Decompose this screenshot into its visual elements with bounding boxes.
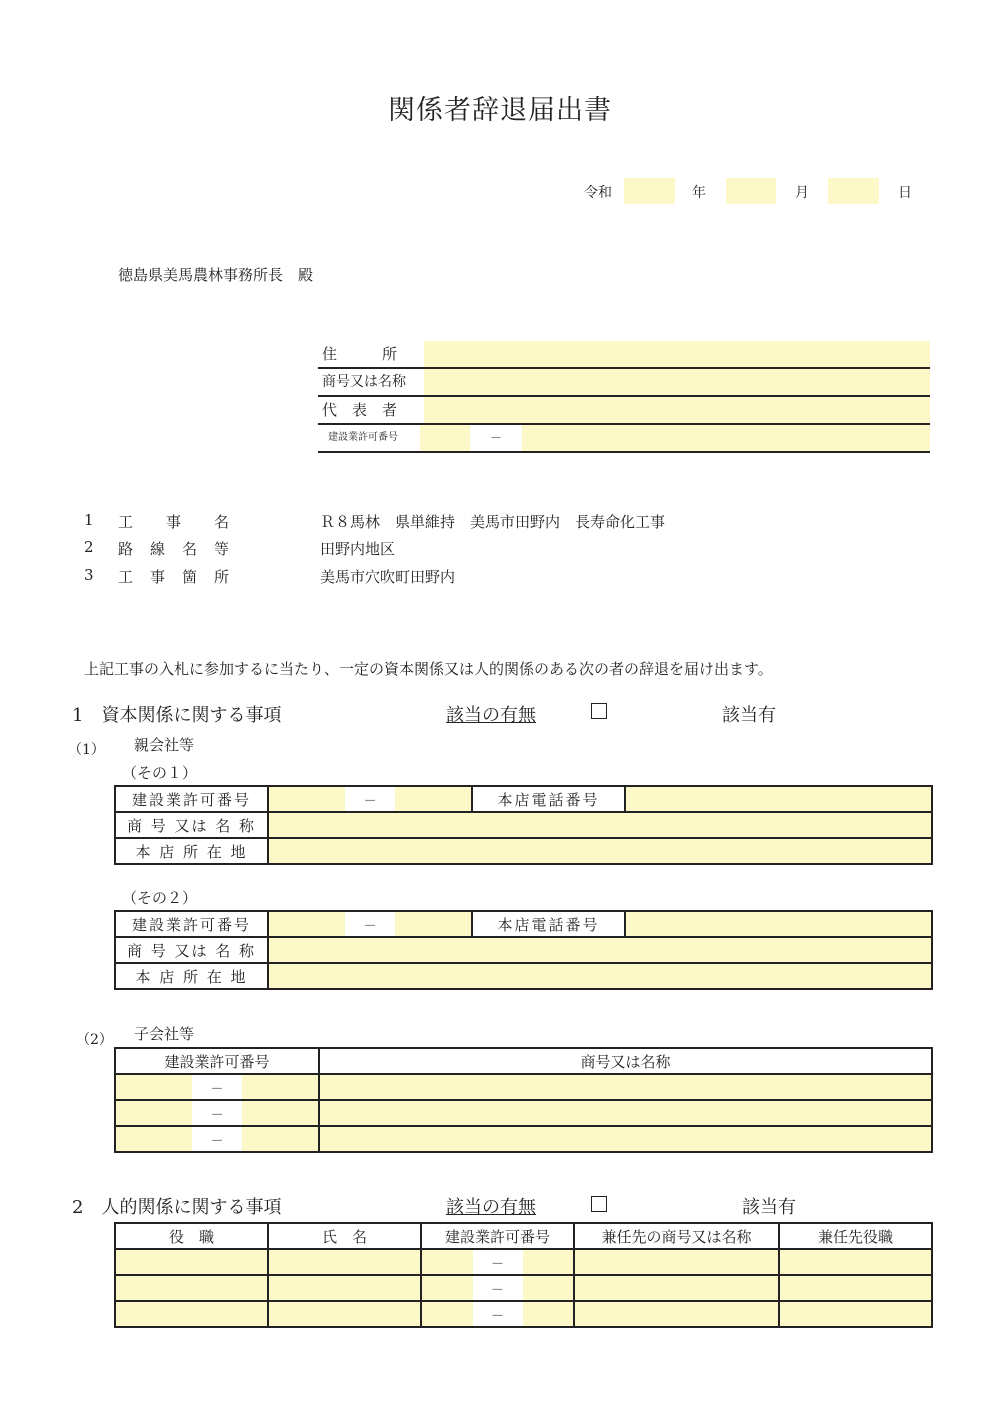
- p1-license-number[interactable]: [395, 787, 471, 811]
- sub-name-field[interactable]: [319, 1100, 932, 1126]
- license-prefix-field[interactable]: [420, 425, 470, 451]
- license-dash: －: [489, 431, 502, 445]
- table-row: [115, 1074, 932, 1100]
- sub-license-dash: －: [192, 1075, 242, 1099]
- concurrent-company-field[interactable]: [574, 1249, 779, 1275]
- p1-name-field[interactable]: [268, 812, 932, 838]
- name-field[interactable]: [268, 1301, 421, 1327]
- sub-name-field[interactable]: [319, 1074, 932, 1100]
- sub-license-field[interactable]: [115, 1126, 319, 1152]
- work-value-3: 美馬市穴吹町田野内: [320, 568, 456, 586]
- company-name-label: 商号又は名称: [322, 374, 406, 390]
- section2-yes: 該当有: [742, 1197, 796, 1218]
- col-concurrent-company: 兼任先の商号又は名称: [574, 1223, 779, 1249]
- sub-col-name: 商号又は名称: [319, 1048, 932, 1074]
- p2-name-label: 商 号 又は 名 称: [115, 937, 268, 963]
- date-month-label: 月: [795, 185, 809, 201]
- p1-name-label: 商 号 又は 名 称: [115, 812, 268, 838]
- sub-license-prefix[interactable]: [116, 1075, 192, 1099]
- p1-license-prefix[interactable]: [269, 787, 345, 811]
- table-row: [115, 1126, 932, 1152]
- p2-phone-field[interactable]: [625, 911, 932, 937]
- col-concurrent-position: 兼任先役職: [779, 1223, 932, 1249]
- work-label-3: 工 事 箇 所: [118, 568, 231, 586]
- company-name-field[interactable]: [424, 369, 930, 395]
- section2-applicability: 該当の有無: [446, 1197, 536, 1218]
- name-field[interactable]: [268, 1249, 421, 1275]
- license-field[interactable]: [421, 1301, 574, 1327]
- work-label-1: 工 事 名: [118, 513, 231, 531]
- p2-license-field[interactable]: [268, 911, 472, 937]
- work-num-2: 2: [84, 538, 94, 556]
- date-era: 令和: [584, 185, 612, 201]
- date-month-field[interactable]: [726, 178, 776, 204]
- license-number[interactable]: [523, 1302, 574, 1326]
- license-prefix[interactable]: [422, 1302, 473, 1326]
- p2-license-dash: －: [345, 912, 395, 936]
- section1-heading: 1 資本関係に関する事項: [72, 705, 282, 726]
- license-field[interactable]: [421, 1249, 574, 1275]
- applicant-name-row: [318, 369, 930, 397]
- p1-address-label: 本 店 所 在 地: [115, 838, 268, 864]
- position-field[interactable]: [115, 1301, 268, 1327]
- sub-name-field[interactable]: [319, 1126, 932, 1152]
- license-dash: －: [473, 1276, 523, 1300]
- p2-name-field[interactable]: [268, 937, 932, 963]
- table-row: [115, 1249, 932, 1275]
- license-number[interactable]: [523, 1276, 574, 1300]
- applicant-address-row: [318, 341, 930, 369]
- work-value-2: 田野内地区: [320, 540, 396, 558]
- sub-license-number[interactable]: [242, 1127, 318, 1151]
- p2-license-number[interactable]: [395, 912, 471, 936]
- parent-company-table-2: [114, 910, 933, 990]
- work-label-2: 路 線 名 等: [118, 540, 231, 558]
- sub-col-license: 建設業許可番号: [115, 1048, 319, 1074]
- position-field[interactable]: [115, 1275, 268, 1301]
- work-value-1: Ｒ８馬林 県単維持 美馬市田野内 長寿命化工事: [320, 513, 666, 531]
- sub-license-prefix[interactable]: [116, 1127, 192, 1151]
- position-field[interactable]: [115, 1249, 268, 1275]
- address-field[interactable]: [424, 341, 930, 367]
- p1-license-dash: －: [345, 787, 395, 811]
- col-name: 氏 名: [268, 1223, 421, 1249]
- work-num-3: 3: [84, 566, 94, 584]
- sub-license-number[interactable]: [242, 1075, 318, 1099]
- section1-checkbox[interactable]: [591, 703, 607, 719]
- license-label: 建設業許可番号: [328, 432, 398, 443]
- p1-phone-field[interactable]: [625, 786, 932, 812]
- license-dash: －: [473, 1302, 523, 1326]
- parent-company-table-1: [114, 785, 933, 865]
- section2-checkbox[interactable]: [591, 1196, 607, 1212]
- work-num-1: 1: [84, 511, 94, 529]
- sub-license-field[interactable]: [115, 1100, 319, 1126]
- license-number-field[interactable]: [522, 425, 930, 451]
- license-field[interactable]: [421, 1275, 574, 1301]
- sub1-part1-label: （その１）: [122, 764, 198, 782]
- addressee: 徳島県美馬農林事務所長 殿: [118, 266, 314, 284]
- date-year-label: 年: [692, 185, 706, 201]
- applicant-rep-row: [318, 397, 930, 425]
- sub2-heading: 子会社等: [134, 1025, 195, 1043]
- concurrent-company-field[interactable]: [574, 1301, 779, 1327]
- date-year-field[interactable]: [624, 178, 675, 204]
- section1-applicability: 該当の有無: [446, 705, 536, 726]
- personnel-table: [114, 1222, 933, 1328]
- table-row: [115, 1275, 932, 1301]
- p1-license-label: 建設業許可番号: [115, 786, 268, 812]
- section2-heading: 2 人的関係に関する事項: [72, 1197, 282, 1218]
- col-position: 役 職: [115, 1223, 268, 1249]
- sub1-num: （1）: [68, 742, 105, 758]
- table-row: [115, 1301, 932, 1327]
- applicant-license-row: [318, 425, 930, 453]
- sub-license-dash: －: [192, 1101, 242, 1125]
- subsidiary-table: [114, 1047, 933, 1153]
- sub-license-number[interactable]: [242, 1101, 318, 1125]
- representative-label: 代 表 者: [322, 401, 398, 419]
- concurrent-company-field[interactable]: [574, 1275, 779, 1301]
- concurrent-position-field[interactable]: [779, 1275, 932, 1301]
- col-license: 建設業許可番号: [421, 1223, 574, 1249]
- license-dash: －: [473, 1250, 523, 1274]
- concurrent-position-field[interactable]: [779, 1249, 932, 1275]
- sub-license-field[interactable]: [115, 1074, 319, 1100]
- sub2-num: （2）: [76, 1032, 113, 1048]
- sub-license-dash: －: [192, 1127, 242, 1151]
- sub1-part2-label: （その２）: [122, 889, 198, 907]
- p2-address-field[interactable]: [268, 963, 932, 989]
- address-label: 住 所: [322, 345, 398, 363]
- name-field[interactable]: [268, 1275, 421, 1301]
- section1-yes: 該当有: [722, 705, 776, 726]
- p2-phone-label: 本店電話番号: [472, 911, 625, 937]
- license-prefix[interactable]: [422, 1276, 473, 1300]
- p1-phone-label: 本店電話番号: [472, 786, 625, 812]
- date-day-field[interactable]: [828, 178, 879, 204]
- license-prefix[interactable]: [422, 1250, 473, 1274]
- statement: 上記工事の入札に参加するに当たり、一定の資本関係又は人的関係のある次の者の辞退を届け出ます。: [84, 660, 773, 678]
- page-title: 関係者辞退届出書: [388, 95, 612, 126]
- concurrent-position-field[interactable]: [779, 1301, 932, 1327]
- p2-address-label: 本 店 所 在 地: [115, 963, 268, 989]
- license-number[interactable]: [523, 1250, 574, 1274]
- sub-license-prefix[interactable]: [116, 1101, 192, 1125]
- p2-license-prefix[interactable]: [269, 912, 345, 936]
- p1-license-field[interactable]: [268, 786, 472, 812]
- p2-license-label: 建設業許可番号: [115, 911, 268, 937]
- p1-address-field[interactable]: [268, 838, 932, 864]
- date-day-label: 日: [898, 185, 912, 201]
- table-row: [115, 1100, 932, 1126]
- representative-field[interactable]: [424, 397, 930, 423]
- sub1-heading: 親会社等: [134, 736, 195, 754]
